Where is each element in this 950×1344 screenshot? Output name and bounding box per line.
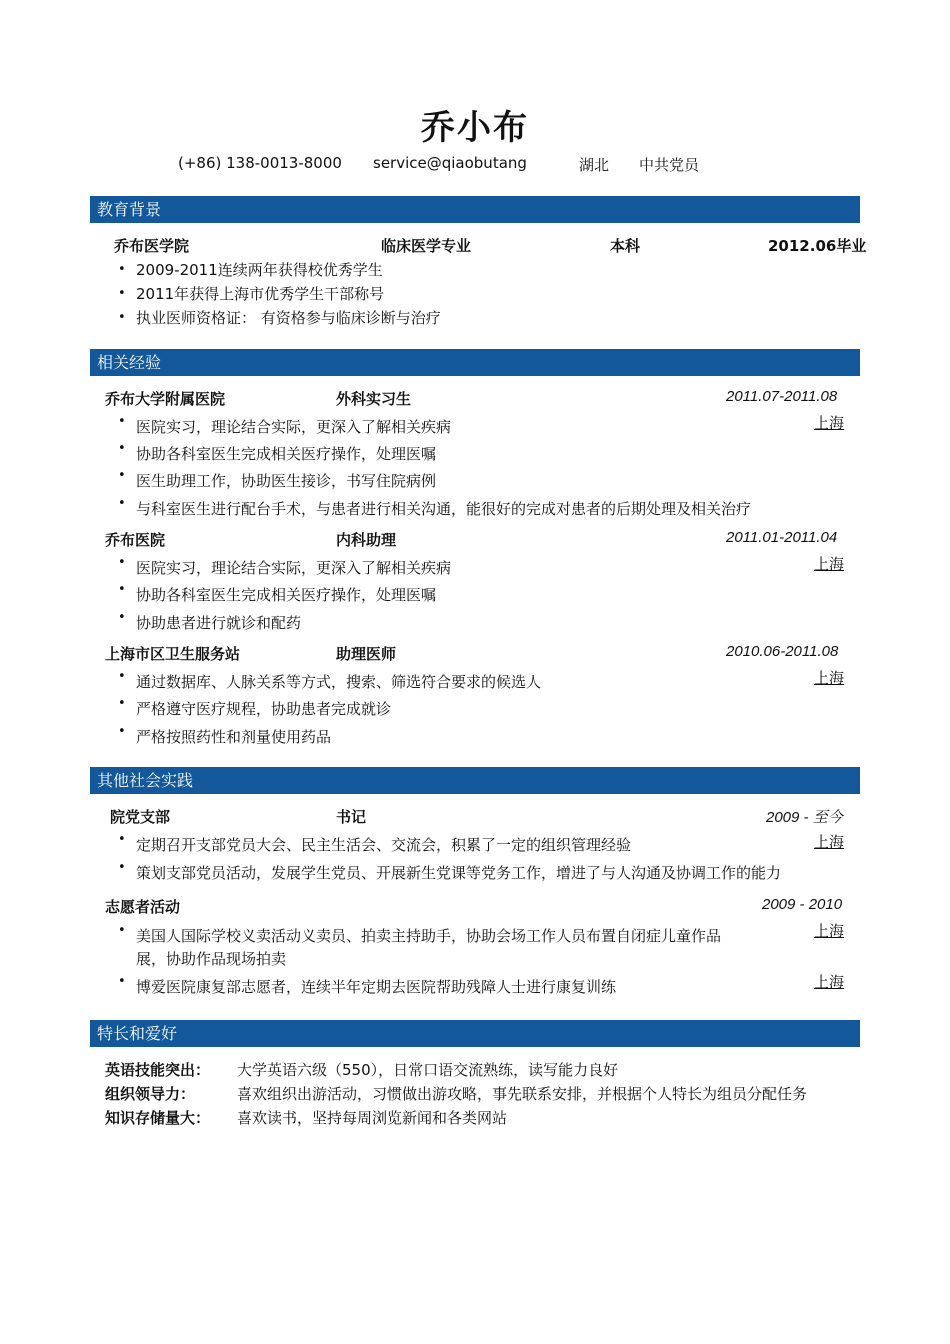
education-major: 临床医学专业	[381, 237, 472, 255]
job-bullet: 严格遵守医疗规程，协助患者完成就诊	[136, 700, 392, 718]
job-org: 乔布医院	[105, 531, 166, 549]
bullet-mark: •	[118, 860, 126, 875]
social-bullet: 定期召开支部党员大会、民主生活会、交流会，积累了一定的组织管理经验	[136, 836, 632, 854]
job-bullet: 与科室医生进行配台手术，与患者进行相关沟通，能很好的完成对患者的后期处理及相关治疗	[136, 500, 752, 518]
section-header-social: 其他社会实践	[90, 767, 860, 794]
job-location: 上海	[814, 555, 845, 573]
bullet-mark: •	[118, 286, 126, 301]
job-bullet: 医院实习，理论结合实际，更深入了解相关疾病	[136, 418, 452, 436]
skill-label: 知识存储量大：	[105, 1109, 211, 1127]
bullet-mark: •	[118, 724, 126, 739]
education-bullet: 执业医师资格证： 有资格参与临床诊断与治疗	[136, 309, 441, 327]
bullet-mark: •	[118, 262, 126, 277]
job-role: 助理医师	[336, 645, 397, 663]
social-bullet: 博爱医院康复部志愿者，连续半年定期去医院帮助残障人士进行康复训练	[136, 978, 617, 996]
bullet-mark: •	[118, 555, 126, 570]
social-bullet-continuation: 展，协助作品现场拍卖	[136, 950, 287, 968]
bullet-mark: •	[118, 310, 126, 325]
skill-value: 喜欢组织出游活动，习惯做出游攻略，事先联系安排，并根据个人特长为组员分配任务	[237, 1085, 808, 1103]
education-graduation: 2012.06毕业	[768, 237, 867, 255]
job-location: 上海	[814, 414, 845, 432]
bullet-mark: •	[118, 974, 126, 989]
social-location: 上海	[814, 833, 845, 851]
education-school: 乔布医学院	[114, 237, 190, 255]
job-org: 上海市区卫生服务站	[105, 645, 241, 663]
skill-label: 英语技能突出：	[105, 1061, 211, 1079]
section-header-skills: 特长和爱好	[90, 1020, 860, 1047]
job-date: 2010.06-2011.08	[726, 643, 839, 660]
job-bullet: 医生助理工作，协助医生接诊，书写住院病例	[136, 472, 437, 490]
job-location: 上海	[814, 669, 845, 687]
social-role: 书记	[336, 808, 367, 826]
social-org: 院党支部	[110, 808, 171, 826]
section-header-education: 教育背景	[90, 196, 860, 223]
job-date: 2011.07-2011.08	[726, 388, 838, 405]
social-org: 志愿者活动	[105, 898, 181, 916]
skill-label: 组织领导力：	[105, 1085, 196, 1103]
job-date: 2011.01-2011.04	[726, 529, 838, 546]
bullet-mark: •	[118, 468, 126, 483]
social-location: 上海	[814, 973, 845, 991]
education-bullet: 2009-2011连续两年获得校优秀学生	[136, 261, 383, 279]
candidate-name: 乔小布	[421, 108, 529, 148]
bullet-mark: •	[118, 582, 126, 597]
bullet-mark: •	[118, 496, 126, 511]
skill-value: 喜欢读书，坚持每周浏览新闻和各类网站	[237, 1109, 508, 1127]
social-location: 上海	[814, 922, 845, 940]
job-bullet: 协助各科室医生完成相关医疗操作，处理医嘱	[136, 445, 437, 463]
education-degree: 本科	[610, 237, 641, 255]
bullet-mark: •	[118, 832, 126, 847]
bullet-mark: •	[118, 696, 126, 711]
social-date: 2009 - 至今	[766, 809, 843, 826]
phone-number: (+86) 138-0013-8000	[178, 154, 342, 172]
job-role: 内科助理	[336, 531, 397, 549]
job-org: 乔布大学附属医院	[105, 390, 226, 408]
bullet-mark: •	[118, 610, 126, 625]
section-header-experience: 相关经验	[90, 349, 860, 376]
email-address: service@qiaobutang	[373, 154, 527, 172]
social-date: 2009 - 2010	[762, 896, 843, 913]
education-bullet: 2011年获得上海市优秀学生干部称号	[136, 285, 385, 303]
job-bullet: 协助各科室医生完成相关医疗操作，处理医嘱	[136, 586, 437, 604]
job-role: 外科实习生	[336, 390, 412, 408]
bullet-mark: •	[118, 441, 126, 456]
job-bullet: 协助患者进行就诊和配药	[136, 614, 302, 632]
social-bullet: 策划支部党员活动，发展学生党员、开展新生党课等党务工作，增进了与人沟通及协调工作的能力	[136, 864, 782, 882]
job-bullet: 通过数据库、人脉关系等方式，搜索、筛选符合要求的候选人	[136, 673, 542, 691]
skill-value: 大学英语六级（550），日常口语交流熟练，读写能力良好	[237, 1061, 619, 1079]
political-status: 中共党员	[639, 156, 700, 174]
job-bullet: 医院实习，理论结合实际，更深入了解相关疾病	[136, 559, 452, 577]
region: 湖北	[579, 156, 610, 174]
social-bullet: 美国人国际学校义卖活动义卖员、拍卖主持助手，协助会场工作人员布置自闭症儿童作品	[136, 927, 722, 945]
bullet-mark: •	[118, 669, 126, 684]
bullet-mark: •	[118, 414, 126, 429]
bullet-mark: •	[118, 923, 126, 938]
job-bullet: 严格按照药性和剂量使用药品	[136, 728, 332, 746]
